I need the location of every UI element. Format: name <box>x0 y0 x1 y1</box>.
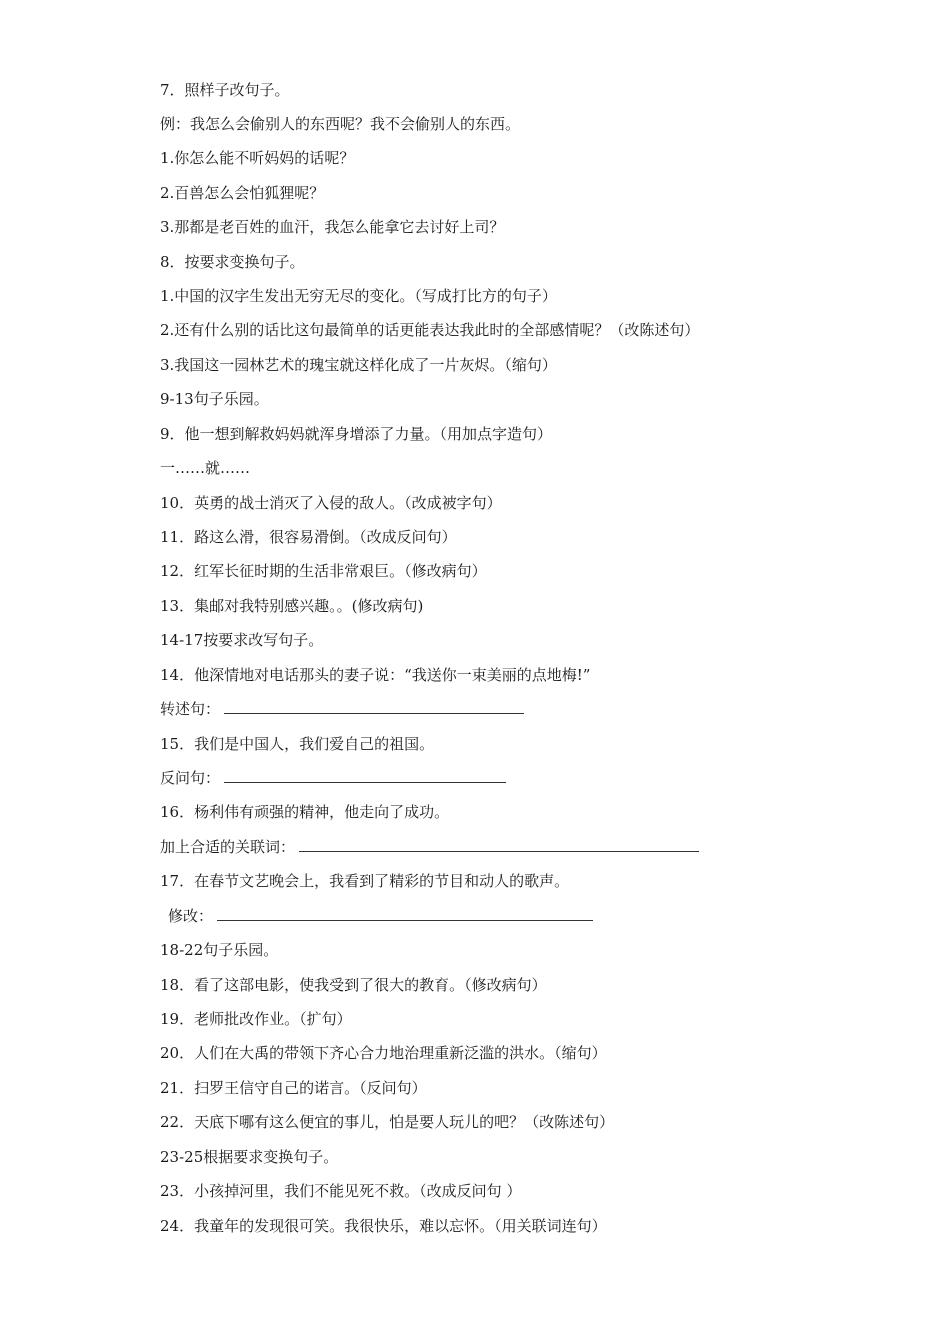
q17-answer-blank[interactable] <box>217 906 593 921</box>
question-24: 24．我童年的发现很可笑。我很快乐，难以忘怀。（用关联词连句） <box>160 1217 607 1235</box>
q15-answer-blank[interactable] <box>224 768 506 783</box>
question-11: 11．路这么滑，很容易滑倒。（改成反问句） <box>160 528 457 546</box>
question-12: 12．红军长征时期的生活非常艰巨。（修改病句） <box>160 562 487 580</box>
q7-item-3: 3.那都是老百姓的血汗，我怎么能拿它去讨好上司？ <box>160 218 505 236</box>
question-20: 20．人们在大禹的带领下齐心合力地治理重新泛滥的洪水。（缩句） <box>160 1044 607 1062</box>
question-7-heading: 7．照样子改句子。 <box>160 81 290 99</box>
question-8-heading: 8．按要求变换句子。 <box>160 253 305 271</box>
q15-answer-line <box>160 768 506 788</box>
q16-answer-label: 加上合适的关联词： <box>160 838 296 856</box>
question-16: 16．杨利伟有顽强的精神，他走向了成功。 <box>160 803 450 821</box>
question-17: 17．在春节文艺晚会上，我看到了精彩的节目和动人的歌声。 <box>160 872 570 890</box>
q14-answer-label: 转述句： <box>160 700 221 718</box>
question-19: 19．老师批改作业。（扩句） <box>160 1010 352 1028</box>
q8-item-2: 2.还有什么别的话比这句最简单的话更能表达我此时的全部感情呢？（改陈述句） <box>160 321 700 339</box>
section-23-25-heading: 23-25根据要求变换句子。 <box>160 1148 339 1166</box>
question-23: 23．小孩掉河里，我们不能见死不救。（改成反问句 ） <box>160 1182 522 1200</box>
section-9-13-heading: 9-13句子乐园。 <box>160 390 269 408</box>
q8-item-1: 1.中国的汉字生发出无穷无尽的变化。（写成打比方的句子） <box>160 287 557 305</box>
q17-answer-line <box>168 906 593 926</box>
q16-answer-blank[interactable] <box>299 837 699 852</box>
q17-answer-label: 修改： <box>168 907 214 925</box>
question-18: 18．看了这部电影，使我受到了很大的教育。（修改病句） <box>160 976 547 994</box>
question-22: 22．天底下哪有这么便宜的事儿，怕是要人玩儿的吧？（改陈述句） <box>160 1113 615 1131</box>
question-9: 9．他一想到解救妈妈就浑身增添了力量。（用加点字造句） <box>160 425 553 443</box>
q14-answer-blank[interactable] <box>224 699 524 714</box>
q7-item-2: 2.百兽怎么会怕狐狸呢？ <box>160 184 325 202</box>
question-10: 10．英勇的战士消灭了入侵的敌人。（改成被字句） <box>160 494 502 512</box>
question-13: 13．集邮对我特别感兴趣。。(修改病句) <box>160 597 424 615</box>
q16-answer-line <box>160 837 699 857</box>
example-line: 例：我怎么会偷别人的东西呢？我不会偷别人的东西。 <box>160 115 521 133</box>
question-14: 14．他深情地对电话那头的妻子说：“我送你一束美丽的点地梅!” <box>160 666 591 684</box>
section-18-22-heading: 18-22句子乐园。 <box>160 941 279 959</box>
q7-item-1: 1.你怎么能不听妈妈的话呢？ <box>160 149 355 167</box>
q8-item-3: 3.我国这一园林艺术的瑰宝就这样化成了一片灰烬。（缩句） <box>160 356 557 374</box>
q15-answer-label: 反问句： <box>160 769 221 787</box>
q14-answer-line <box>160 699 524 719</box>
question-15: 15．我们是中国人，我们爱自己的祖国。 <box>160 735 435 753</box>
section-14-17-heading: 14-17按要求改写句子。 <box>160 631 324 649</box>
question-21: 21．扫罗王信守自己的诺言。（反问句） <box>160 1079 427 1097</box>
q9-pattern: 一……就…… <box>160 459 251 477</box>
